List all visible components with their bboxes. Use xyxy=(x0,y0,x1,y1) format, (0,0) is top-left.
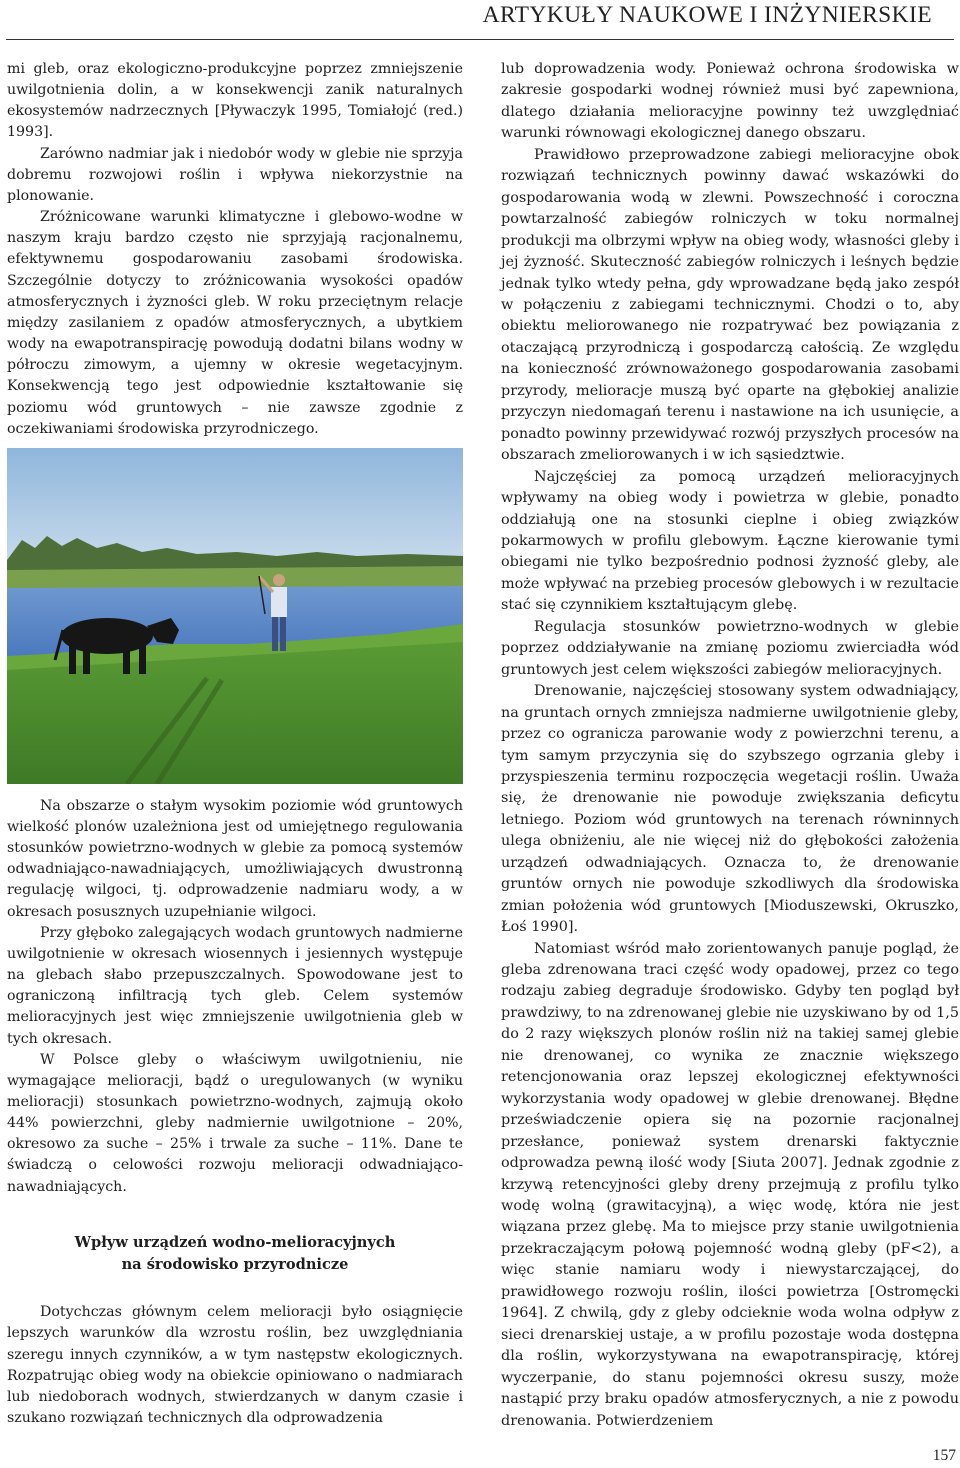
running-header-title: ARTYKUŁY NAUKOWE I INŻYNIERSKIE xyxy=(482,2,932,28)
right-column xyxy=(501,59,959,1432)
paragraph: Zróżnicowane warunki klimatyczne i glebowo-wodne w naszym kraju bardzo często nie sprzyjają racjonalnemu, efektywnemu gospodarowaniu zasobami środowiska. Szczególnie dotyczy to zróżnicowania wysokości opadów atmosferycznych i żyzności gleb. W roku przeciętnym relacje między zasilaniem z opadów atmosferycznych, a ubytkiem wody na ewapotranspirację powodują dodatni bilans wodny w półroczu zimowym, a ujemny w okresie wegetacyjnym. Konsekwencją tego jest odpowiednie kształtowanie się poziomu wód gruntowych – nie zawsze zgodnie z oczekiwaniami środowiska przyrodniczego. xyxy=(7,209,463,437)
paragraph: Zarówno nadmiar jak i niedobór wody w glebie nie sprzyja dobremu rozwojowi roślin i wpływa niekorzystnie na plonowanie. xyxy=(7,145,463,204)
paragraph: mi gleb, oraz ekologiczno-produkcyjne poprzez zmniejszenie uwilgotnienia dolin, a w konsekwencji zanik naturalnych ekosystemów nadrzecznych [Pływaczyk 1995, Tomiałojć (red.) 1993]. xyxy=(7,61,463,141)
paragraph: Dotychczas głównym celem melioracji było osiągnięcie lepszych warunków dla wzrostu roślin, bez uwzględniania szeregu innych czynników, a w tym następstw ekologicznych. Rozpatrując obieg wody na obiekcie opiniowano o nadmiarach lub niedoborach wodnych, stwierdzanych w danym czasie i szukano rozwiązań technicznych dla odprowadzenia xyxy=(7,1304,463,1427)
paragraph: Drenowanie, najczęściej stosowany system odwadniający, na gruntach ornych zmniejsza nadmierne uwilgotnienie gleby, przez co ogranicza parowanie wody z powierzchni terenu, a tym samym przyczynia się do szybszego ogrzania gleby i przyspieszenia terminu rozpoczęcia wegetacji roślin. Uważa się, że drenowanie nie powoduje zwiększania deficytu letniego. Poziom wód gruntowych na terenach równinnych ulega obniżeniu, ale nie więcej niż do głębokości założenia urządzeń odwadniających. Oznacza to, że drenowanie gruntów ornych nie powoduje szkodliwych dla środowiska zmian położenia wód gruntowych [Mioduszewski, Okruszko, Łoś 1990]. xyxy=(501,683,959,936)
paragraph: lub doprowadzenia wody. Ponieważ ochrona środowiska w zakresie gospodarki wodnej również musi być zapewniona, dlatego działania melioracyjne powinny też uwzględniać warunki równowagi ekologicznej danego obszaru. xyxy=(501,61,959,142)
photo-illustration xyxy=(7,448,463,784)
paragraph: Prawidłowo przeprowadzone zabiegi melioracyjne obok rozwiązań technicznych powinny dawać wskazówki do gospodarowania wodą w zlewni. Powszechność i coroczna powtarzalność zabiegów rolniczych w toku normalnej produkcji ma olbrzymi wpływ na obieg wody, własności gleby i jej żyzność. Skuteczność zabiegów rolniczych i leśnych będzie jednak tylko wtedy pełna, gdy wprowadzane będą jako zespół w połączeniu z zabiegami technicznymi. Chodzi o to, aby obiektu meliorowanego nie rozpatrywać bez powiązania z otaczającą przyrodniczą i gospodarczą całością. Ze względu na konieczność zrównoważonego gospodarowania zasobami przyrody, melioracje muszą być oparte na głębokiej analizie przyczyn niedomagań terenu i nastawione na ich usunięcie, a ponadto powinny przewidywać rozwój przyszłych procesów na obszarach zmeliorowanych i w ich sąsiedztwie. xyxy=(501,146,959,464)
paragraph: Regulacja stosunków powietrzno-wodnych w glebie poprzez oddziaływanie na zmianę poziomu zwierciadła wód gruntowych jest celem większości zabiegów melioracyjnych. xyxy=(501,618,959,678)
page-number: 157 xyxy=(932,1447,956,1464)
section-heading-line: na środowisko przyrodnicze xyxy=(121,1255,349,1273)
left-column xyxy=(7,59,463,1429)
paragraph: Na obszarze o stałym wysokim poziomie wód gruntowych wielkość plonów uzależniona jest od umiejętnego regulowania stosunków powietrzno-wodnych w glebie za pomocą systemów odwadniająco-nawadniających, umożliwiających dwustronną regulację wilgoci, tj. odprowadzenie nadmiaru wody, a w okresach posusznych uzupełnianie wilgoci. xyxy=(7,797,463,920)
paragraph: Natomiast wśród mało zorientowanych panuje pogląd, że gleba zdrenowana traci część wody opadowej, przez co tego rodzaju zabieg degraduje środowisko. Gdyby ten pogląd był prawdziwy, to na zdrenowanej glebie nie uzyskiwano by od 1,5 do 2 razy większych plonów roślin niż na takiej samej glebie nie drenowanej, co wynika ze znacznie większego retencjonowania oraz lepszej ekologicznej efektywności wykorzystania wody opadowej w glebie drenowanej. Błędne przeświadczenie opiera się na pozornie racjonalnej przesłance, ponieważ system drenarski faktycznie odprowadza pewną ilość wody [Siuta 2007]. Jednak zgodnie z krzywą retencyjności gleby dreny przejmują z profilu tylko wodę wolną (grawitacyjną), a więc wodę, która nie jest wiązana przez glebę. Ma to miejsce przy stanie uwilgotnienia przekraczającym połową pojemność wodną gleby (pF<2), a więc stanie namiaru wody i niewystarczającej, do prawidłowego rozwoju roślin, ilości powietrza [Ostromęcki 1964]. Z chwilą, gdy z gleby odcieknie woda wolna odpływ z sieci drenarskiej ustaje, a w profilu pozostaje woda dostępna dla roślin, wykorzystywana na ewapotranspirację, której wyczerpanie, do stanu pojemności okresu suszy, może nastąpić przy braku opadów atmosferycznych, a nie z powodu drenowania. Potwierdzeniem xyxy=(501,940,959,1429)
paragraph: Najczęściej za pomocą urządzeń melioracyjnych wpływamy na obieg wody i powietrza w glebie, ponadto oddziałują one na stosunki cieplne i obieg związków pokarmowych w profilu glebowym. Łączne kierowanie tymi obiegami nie tylko bezpośrednio podnosi żyzność gleby, ale może wpływać na przebieg procesów glebowych i w rezultacie stać się czynnikiem kształtującym glebę. xyxy=(501,468,959,614)
paragraph: W Polsce gleby o właściwym uwilgotnieniu, nie wymagające melioracji, bądź o uregulowanych (w wyniku melioracji) stosunkach powietrzno-wodnych, zajmują około 44% powierzchni, gleby nadmiernie uwilgotnione – 20%, okresowo za suche – 25% i trwale za suche – 11%. Dane te świadczą o celowości rozwoju melioracji odwadniająco-nawadniających. xyxy=(7,1051,463,1195)
section-heading-line: Wpływ urządzeń wodno-melioracyjnych xyxy=(74,1233,396,1251)
figure-photo-cow-and-man-by-river xyxy=(7,448,463,784)
section-heading xyxy=(7,1232,463,1276)
header-divider xyxy=(6,39,954,40)
paragraph: Przy głęboko zalegających wodach gruntowych nadmierne uwilgotnienie w okresach wiosennych i jesiennych występuje na glebach słabo przepuszczalnych. Spowodowane jest to ograniczoną infiltracją tych gleb. Celem systemów melioracyjnych jest więc zmniejszenie uwilgotnienia gleb w tych okresach. xyxy=(7,924,463,1047)
